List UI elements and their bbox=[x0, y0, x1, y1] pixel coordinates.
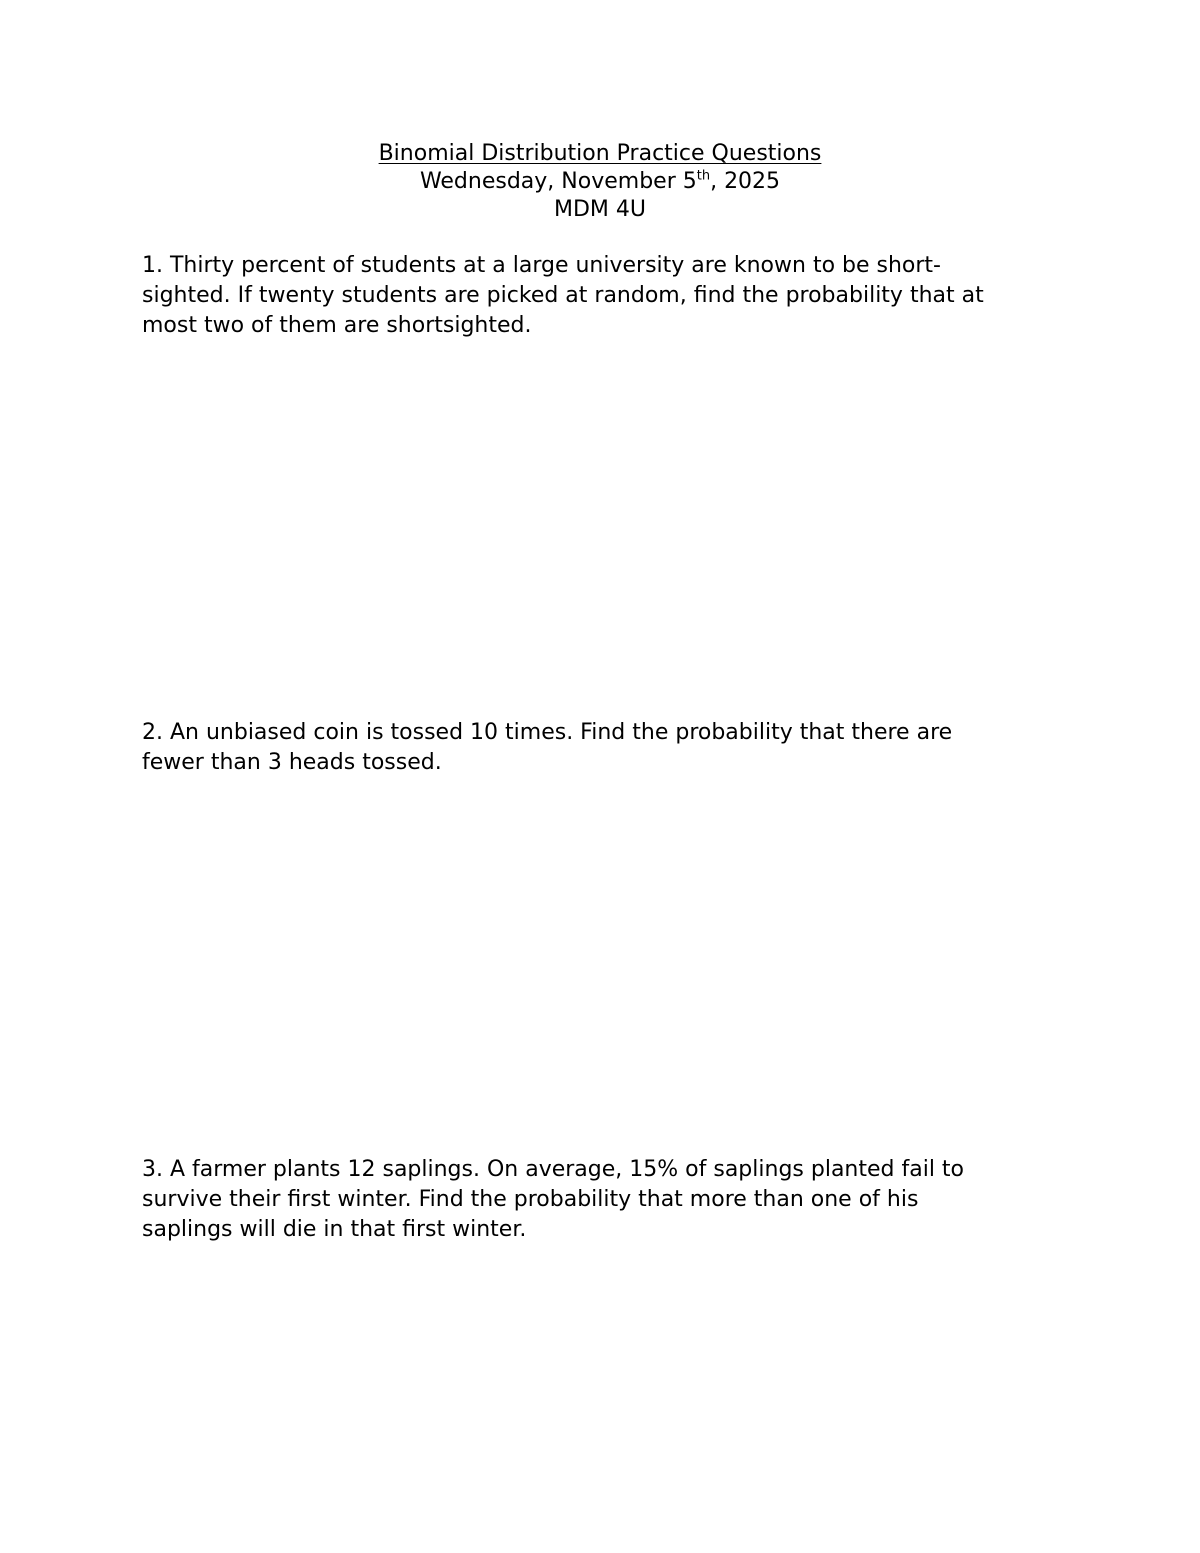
date-ordinal-suffix: th bbox=[696, 168, 711, 184]
document-title: Binomial Distribution Practice Questions bbox=[378, 141, 822, 166]
document-date bbox=[0, 168, 1200, 196]
question-2: 2. An unbiased coin is tossed 10 times. Find the probability that there are fewer than 3 heads tossed. bbox=[142, 720, 953, 775]
course-code: MDM 4U bbox=[554, 197, 646, 222]
date-main: Wednesday, November 5 bbox=[419, 169, 697, 194]
question-3: 3. A farmer plants 12 saplings. On average, 15% of saplings planted fail to survive their first winter. Find the probability that more than one of his saplings will die in that first winter. bbox=[142, 1157, 965, 1242]
date-year: , 2025 bbox=[710, 169, 781, 194]
question-1: 1. Thirty percent of students at a large university are known to be short- sighted. If twenty students are picked at random, find the probability that at most two of them are shortsighted. bbox=[142, 253, 984, 338]
document-header bbox=[0, 140, 1200, 224]
